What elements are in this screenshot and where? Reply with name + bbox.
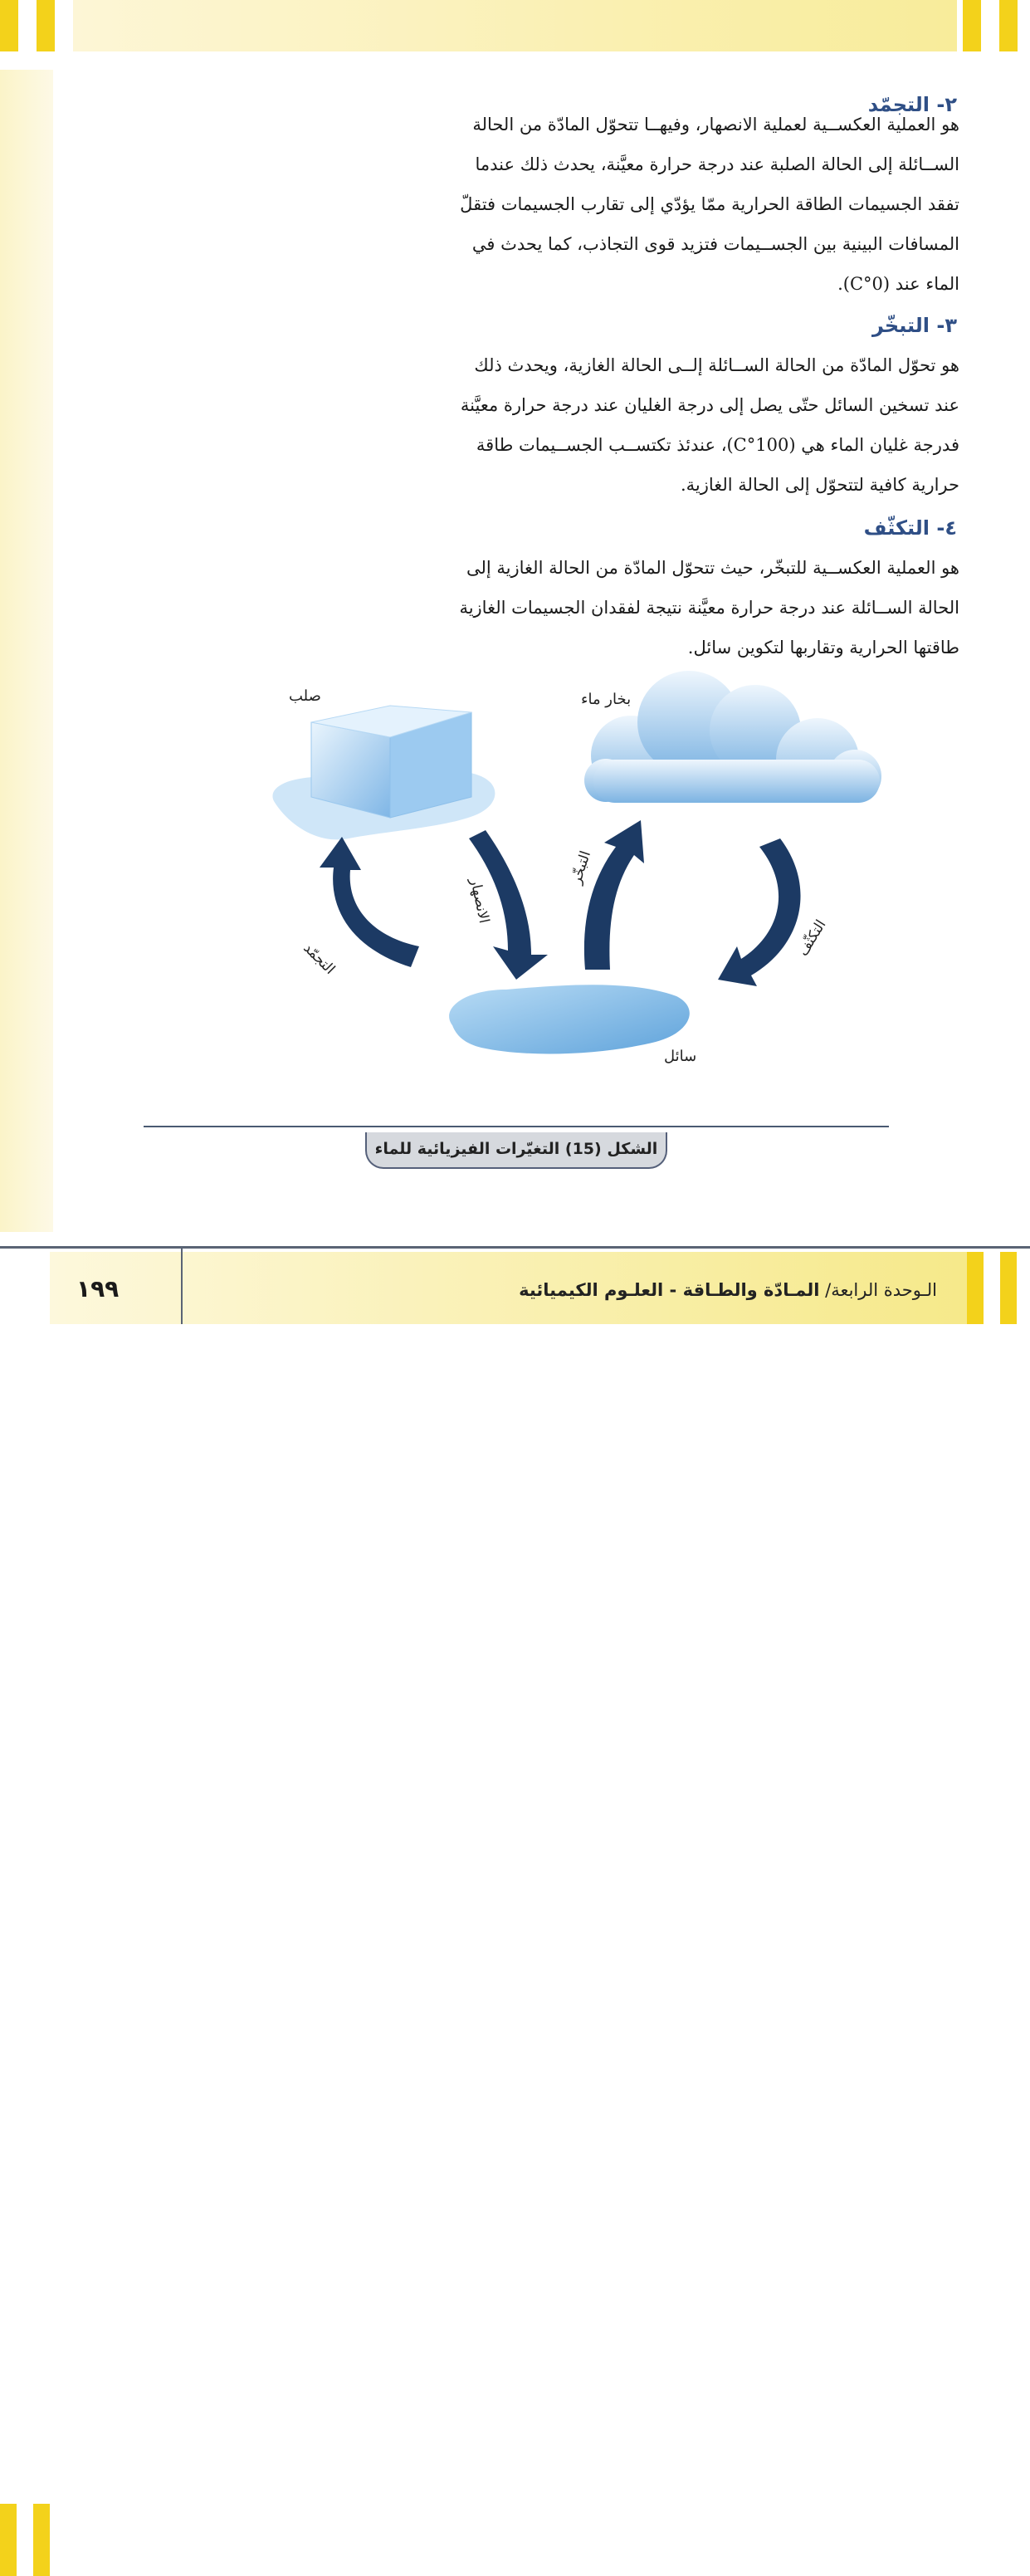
- text-line: عند تسخين السائل حتّى يصل إلى درجة الغليان عند درجة حرارة معيَّنة: [460, 395, 959, 415]
- ice-cube-image: [272, 706, 495, 839]
- bottom-stripe: [1000, 1252, 1017, 1324]
- section-heading-condensation: ٤- التكثّف: [863, 516, 957, 540]
- text-line: طاقتها الحرارية وتقاربها لتكوين سائل.: [687, 638, 959, 657]
- arrow-label-freezing: التجمّد: [300, 940, 339, 978]
- text-line: هو العملية العكســية للتبخّر، حيث تتحوّل المادّة من الحالة الغازية إلى: [466, 558, 959, 578]
- figure-caption: الشكل (15) التغيّرات الفيزيائية للماء: [365, 1132, 667, 1169]
- footer-book-title: المـادّة والطـاقة - العلـوم الكيميائية: [519, 1280, 820, 1300]
- bottom-stripe: [33, 2504, 50, 2576]
- text-line: الحالة الســائلة عند درجة حرارة معيَّنة نتيجة لفقدان الجسيمات الغازية: [459, 598, 959, 618]
- footer-divider: [181, 1249, 183, 1324]
- text-line: هو العملية العكســية لعملية الانصهار، وفيهــا تتحوّل المادّة من الحالة: [472, 115, 959, 134]
- label-water-vapor: بخار ماء: [581, 691, 632, 708]
- text-line: المسافات البينية بين الجســيمات فتزيد قوى التجاذب، كما يحدث في: [471, 234, 959, 254]
- text-line: فدرجة غليان الماء هي (100°C)، عندئذ تكتســب الجســيمات طاقة: [476, 435, 959, 455]
- caption-rule: [144, 1126, 889, 1127]
- text-line: هو تحوّل المادّة من الحالة الســائلة إلــى الحالة الغازية، ويحدث ذلك: [474, 355, 959, 375]
- water-pool-image: [449, 985, 690, 1053]
- label-liquid: سائل: [664, 1048, 697, 1065]
- freezing-arrow: [320, 837, 419, 967]
- page-number: ١٩٩: [76, 1275, 120, 1303]
- footer-unit: الـوحدة الرابعة/: [819, 1280, 937, 1300]
- text-line: حرارية كافية لتتحوّل إلى الحالة الغازية.: [680, 475, 959, 495]
- text-line: الماء عند (0°C).: [837, 274, 959, 294]
- arrow-label-condensation: التكثّف: [794, 917, 830, 960]
- bottom-stripe: [967, 1252, 984, 1324]
- bottom-stripe: [0, 2504, 17, 2576]
- section-heading-evaporation: ٣- التبخّر: [871, 314, 957, 337]
- text-line: الســائلة إلى الحالة الصلبة عند درجة حرارة معيَّنة، يحدث ذلك عندما: [475, 154, 959, 174]
- footer-rule: [0, 1246, 1030, 1249]
- footer-running-title: [519, 1280, 937, 1300]
- evaporation-arrow: [584, 820, 644, 970]
- arrow-label-evaporation: التبخّر: [568, 848, 595, 887]
- text-line: تفقد الجسيمات الطاقة الحرارية ممّا يؤدّي إلى تقارب الجسيمات فتقلّ: [460, 194, 959, 214]
- label-solid: صلب: [289, 687, 321, 705]
- condensation-arrow: [718, 838, 801, 986]
- arrow-label-melting: الانصهار: [466, 876, 493, 926]
- section-heading-freezing: ٢- التجمّد: [867, 93, 957, 116]
